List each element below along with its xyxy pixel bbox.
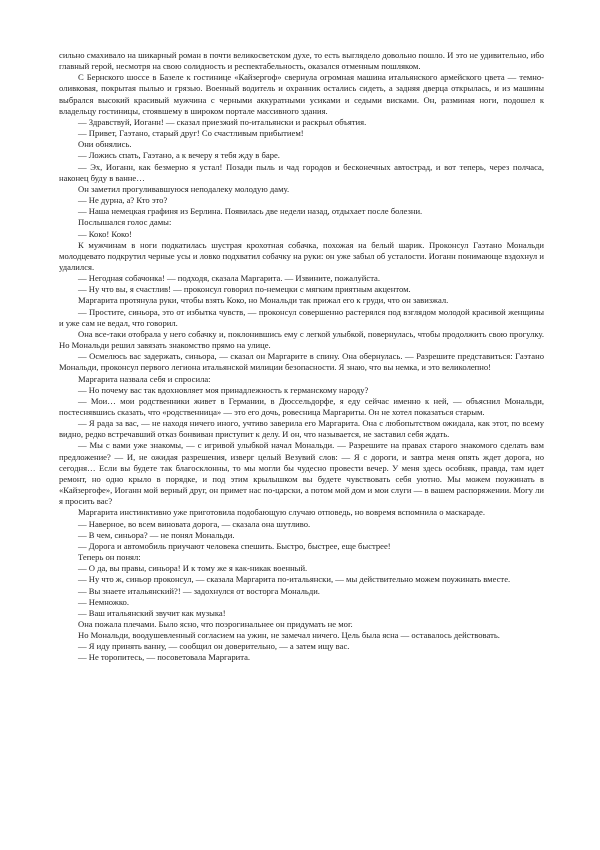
paragraph: К мужчинам в ноги подкатилась шустрая крохотная собачка, похожая на белый шарик. Проконсул Гаэтано Мональди молодцевато подкрутил черные усы и ловко подхватил собачку на руки: он уже забыл об усталости. Иоганн понимающе вздохнул и удалился.: [59, 239, 544, 272]
paragraph: — Ваш итальянский звучит как музыка!: [78, 607, 226, 618]
paragraph: Она все-таки отобрала у него собачку и, поклонившись ему с легкой улыбкой, повернулась, чтобы продолжить свою прогулку. Но Мональди решил завязать знакомство прямо на улице.: [59, 328, 544, 351]
paragraph: — Привет, Гаэтано, старый друг! Со счастливым прибытием!: [78, 128, 304, 139]
paragraph: — Я иду принять ванну, — сообщил он доверительно, — а затем ищу вас.: [78, 641, 350, 652]
paragraph: — Коко! Коко!: [78, 228, 132, 239]
paragraph: — Ну что вы, я счастлив! — проконсул говорил по-немецки с мягким приятным акцентом.: [78, 284, 411, 295]
paragraph: — Осмелюсь вас задержать, синьора, — сказал он Маргарите в спину. Она обернулась. — Разрешите представиться: Гаэтано Мональди, проконсул первого легиона итальянской милиции безопасности. Я знаю, что вы немка, и это великолепно!: [59, 351, 544, 373]
paragraph: — Не дурна, а? Кто это?: [78, 195, 168, 206]
paragraph: Маргарита назвала себя и спросила:: [78, 373, 211, 384]
paragraph: Теперь он понял:: [78, 552, 141, 563]
paragraph: — Наверное, во всем виновата дорога, — сказала она шутливо.: [78, 518, 311, 529]
paragraph: — Ну что ж, синьор проконсул, — сказала Маргарита по-итальянски, — мы действительно можем поужинать вместе.: [78, 574, 511, 585]
paragraph: — Не торопитесь, — посоветовала Маргарита.: [78, 652, 251, 663]
paragraph: Маргарита протянула руки, чтобы взять Коко, но Мональди так прижал его к груди, что он завизжал.: [78, 295, 449, 306]
paragraph: — Наша немецкая графиня из Берлина. Появилась две недели назад, отдыхает после болезни.: [78, 206, 423, 217]
paragraph: — Я рада за вас, — не находя ничего иного, учтиво заверила его Маргарита. Она с любопытством ожидала, как этот, по всему видно, редко встречавший отказ бонвиван приступит к делу. И он, что называется, не заставил себя ждать.: [59, 418, 544, 440]
paragraph: — О да, вы правы, синьора! И к тому же я как-никак военный.: [78, 563, 308, 574]
paragraph: — Вы знаете итальянский?! — задохнулся от восторга Мональди.: [78, 585, 320, 596]
paragraph: С Бернского шоссе в Базеле к гостинице «Кайзергоф» свернула огромная машина итальянского армейского цвета — темно-оливковая, покрытая пылью и грязью. Военный водитель и охранник остались сидеть, а задняя дверца открылась, и из машины выбрался высокий красивый мужчина с черными аккуратными усиками и седыми висками. Он, разминая ноги, подошел к владельцу гостиницы, стоявшему в широком портале массивного здания.: [59, 72, 544, 116]
paragraph: — Немножко.: [78, 596, 130, 607]
paragraph: Он заметил прогуливавшуюся неподалеку молодую даму.: [78, 183, 290, 194]
paragraph: — Но почему вас так вдохновляет моя принадлежность к германскому народу?: [78, 384, 369, 395]
paragraph: — Дорога и автомобиль приучают человека спешить. Быстро, быстрее, еще быстрее!: [78, 540, 391, 551]
paragraph: Но Мональди, воодушевленный согласием на ужин, не замечал ничего. Цель была ясна — оставалось действовать.: [78, 630, 500, 641]
paragraph: — Ложись спать, Гаэтано, а к вечеру я тебя жду в баре.: [78, 150, 280, 161]
document-body: [59, 50, 544, 664]
paragraph: — Эх, Иоганн, как безмерно я устал! Позади пыль и чад городов и бесконечных автострад, и вот теперь, через полчаса, наконец буду в ванне…: [59, 161, 544, 183]
paragraph: Она пожала плечами. Было ясно, что поэрогинальнее он придумать не мог.: [78, 618, 353, 629]
paragraph: — Негодная собачонка! — подходя, сказала Маргарита. — Извините, пожалуйста.: [78, 273, 381, 284]
paragraph: — В чем, синьора? — не понял Мональди.: [78, 529, 235, 540]
paragraph: Маргарита инстинктивно уже приготовила подобающую случаю отповедь, но вовремя вспомнила о маскараде.: [78, 507, 485, 518]
paragraph: — Мы с вами уже знакомы, — с игривой улыбкой начал Мональди. — Разрешите на правах старого знакомого сделать вам предложение? — И, не ожидая разрешения, изверг целый Везувий слов: — Я с дороги, и завтра меня опять ждет дорога, но сегодня… Если вы будете так благосклонны, то мы могли бы чудесно провести вечер. У меня здесь особняк, правда, там идет ремонт, но одно крыло в порядке, и под этим крылышком вы будете чувствовать себя уютно. Мы можем поужинать в «Кайзергофе», Иоганн мой верный друг, он примет нас по-царски, а потом мой дом и мои слуги — в вашем распоряжении. Могу ли я просить вас?: [59, 440, 544, 507]
paragraph: — Здравствуй, Иоганн! — сказал приезжий по-итальянски и раскрыл объятия.: [78, 116, 367, 127]
paragraph: — Простите, синьора, это от избытка чувств, — проконсул совершенно растерялся под взглядом молодой красивой женщины и уже сам не ведал, что говорил.: [59, 306, 544, 328]
paragraph: Послышался голос дамы:: [78, 217, 172, 228]
paragraph: сильно смахивало на шикарный роман в почти великосветском духе, то есть выглядело довольно пошло. И это не удивительно, ибо главный герой, несмотря на свою солидность и респектабельность, оказался отменным пошляком.: [59, 50, 544, 72]
paragraph: — Мои… мои родственники живет в Германии, в Дюссельдорфе, я еду сейчас именно к ней, — объяснил Мональди, постеснявшись сказать, что «родственница» — это его дочь, ровесница Маргариты. Он не хотел показаться старым.: [59, 395, 544, 417]
paragraph: Они обнялись.: [78, 139, 132, 150]
